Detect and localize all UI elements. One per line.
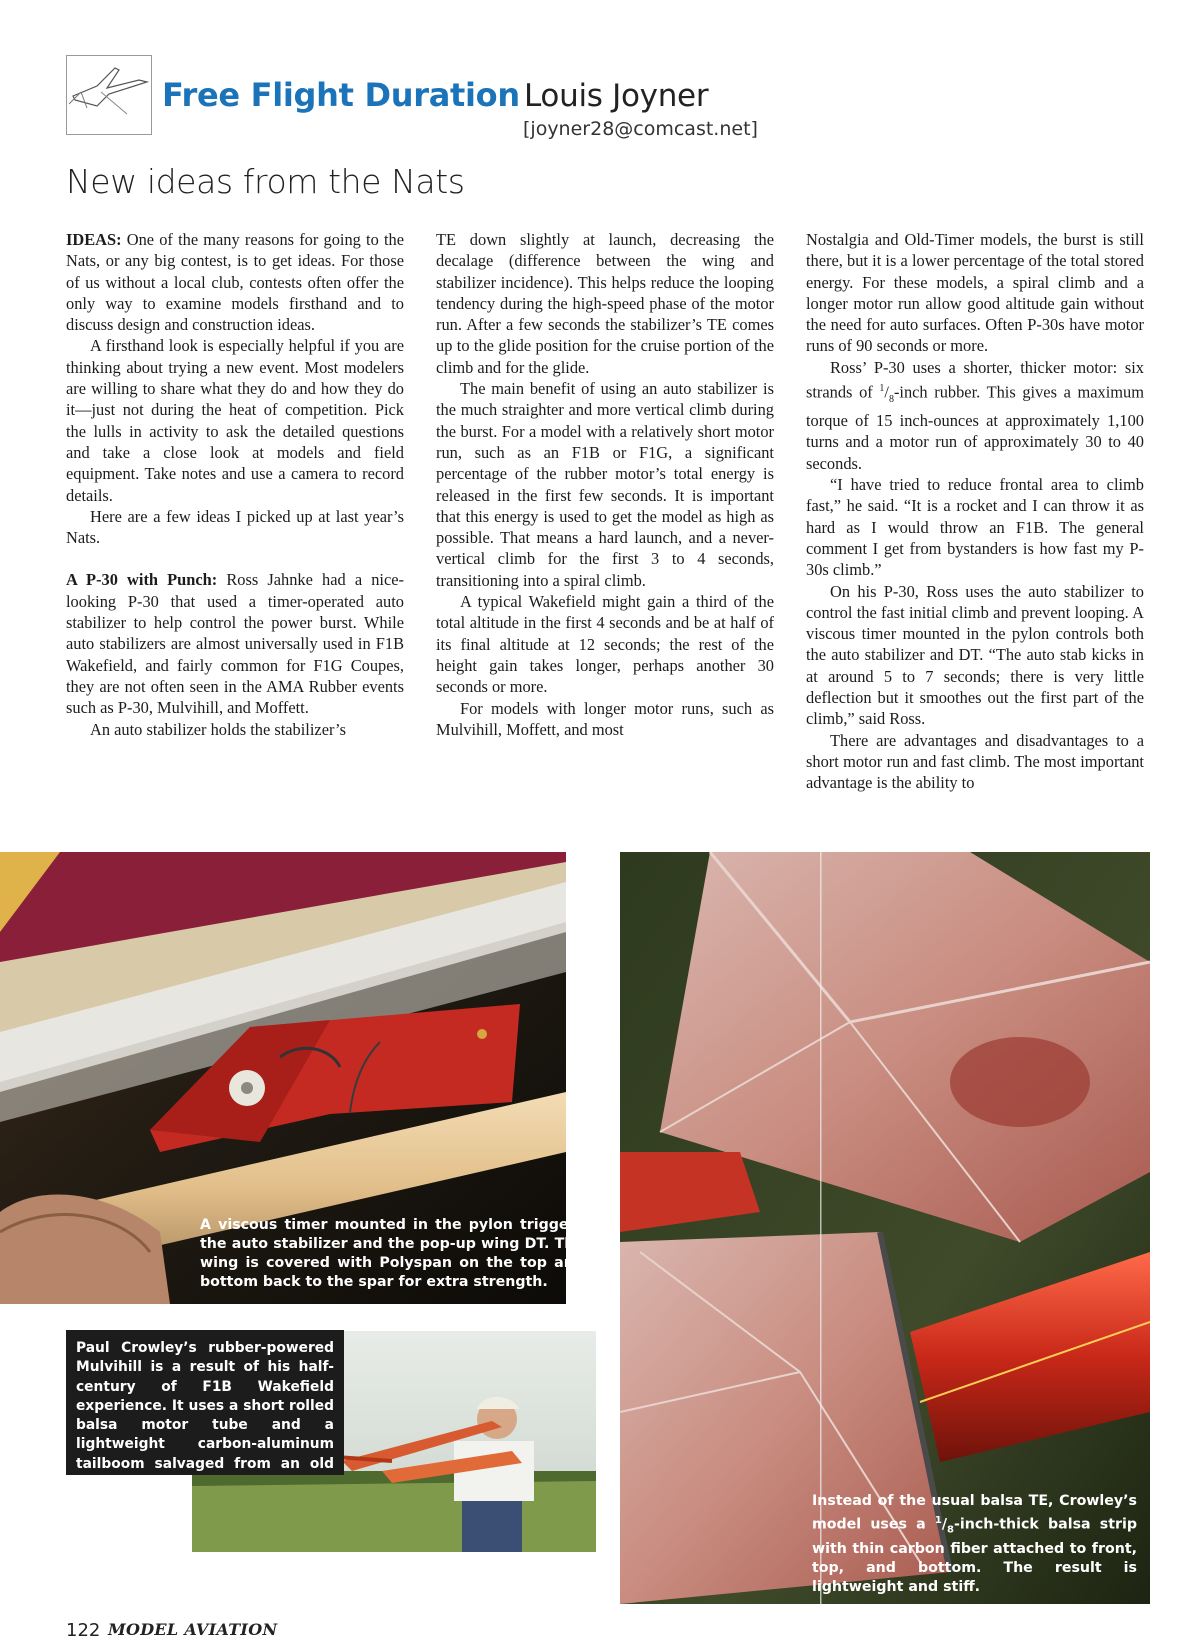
- fraction-numerator: 1: [934, 1515, 942, 1526]
- column-logo: [66, 55, 152, 135]
- run-in-heading: A P-30 with Punch:: [66, 570, 218, 590]
- modeler-photo-caption: Paul Crowley’s rubber-powered Mulvihill is a result of his half-century of F1B Wakefield experience. It uses a short rolled balsa motor tube and a lightweight carbon-aluminum tailboom salvaged from an old F1B.: [76, 1340, 334, 1492]
- text-column-2: [436, 229, 774, 827]
- page-number: 122: [66, 1620, 101, 1641]
- paragraph: Here are a few ideas I picked up at last year’s Nats.: [66, 506, 404, 548]
- paragraph: [66, 229, 404, 335]
- paragraph: TE down slightly at launch, decreasing the decalage (difference between the wing and stabilizer incidence). This helps reduce the looping tendency during the high-speed phase of the motor run. After a few seconds the stabilizer’s TE comes up to the glide position for the cruise portion of the climb and for the glide.: [436, 230, 774, 377]
- tail-photo-caption: Instead of the usual balsa TE, Crowley’s model uses a $^1/_8-inch$-thick balsa strip with thin carbon fiber attached to front, top, and bottom. The result is lightweight and stiff.: [812, 1493, 1137, 1595]
- paragraph: There are advantages and disadvantages to a short motor run and fast climb. The most important advantage is the ability to: [806, 730, 1144, 793]
- paragraph-text: One of the many reasons for going to the Nats, or any big contest, is to get ideas. For those of us without a local club, contests often offer the only way to examine models firsthand and to discuss design and construction ideas.: [66, 230, 404, 335]
- paragraph: [66, 569, 404, 718]
- paragraph: On his P-30, Ross uses the auto stabilizer to control the fast initial climb and prevent looping. A viscous timer mounted in the pylon controls both the auto stabilizer and DT. “The auto stab kicks in at around 5 to 7 seconds; there is very little deflection but it smoothes out the first part of the climb,” said Ross.: [806, 581, 1144, 729]
- fraction-denominator: 8: [947, 1524, 954, 1536]
- paragraph: An auto stabilizer holds the stabilizer’s: [90, 719, 346, 739]
- paragraph: A typical Wakefield might gain a third of the total altitude in the first 4 seconds and be at half of its final altitude at 12 seconds; the rest of the height gain takes longer, perhaps another 30 seconds or more.: [436, 592, 774, 697]
- text-column-3: [806, 229, 1144, 827]
- paragraph: A firsthand look is especially helpful if you are thinking about trying a new event. Most modelers are willing to share what they do and how they do it—just not during the heat of competition. Pick the lulls in activity to ask the detailed questions and take a close look at models and field equipment. Take notes and use a camera to record details.: [66, 336, 404, 505]
- paragraph: Ross’ P-30 uses a shorter, thicker motor: six strands of $^1/_8$-inch rubber. This gives a maximum torque of 15 inch-ounces at approximately 1,100 turns and a motor run of approximately 30 to 40 seconds.: [806, 357, 1144, 473]
- paragraph: “I have tried to reduce frontal area to climb fast,” he said. “It is a rocket and I can throw it as hard as I would throw an F1B. The general comment I get from bystanders is how fast my P-30s climb.”: [806, 475, 1144, 580]
- paragraph: For models with longer motor runs, such as Mulvihill, Moffett, and most: [436, 698, 774, 739]
- timer-photo-caption: A viscous timer mounted in the pylon triggers the auto stabilizer and the pop-up wing DT. The wing is covered with Polyspan on the top and bottom back to the spar for extra strength.: [200, 1217, 584, 1290]
- caption-text: -inch-thick balsa strip with thin carbon fiber attached to front, top, and bottom. The result is lightweight and stiff.: [812, 1516, 1137, 1595]
- paragraph: Nostalgia and Old-Timer models, the burst is still there, but it is a lower percentage of the total stored energy. For these models, a spiral climb and a longer motor run allow good altitude gain without the need for auto surfaces. Often P-30s have motor runs of 90 seconds or more.: [806, 230, 1144, 356]
- text-column-1: [66, 229, 404, 827]
- paragraph-text: -inch rubber. This gives a maximum torque of 15 inch-ounces at approximately 1,100 turns and a motor run of approximately 30 to 40 seconds.: [806, 382, 1144, 473]
- modeler-caption-box: [66, 1330, 344, 1492]
- magazine-name: MODEL AVIATION: [108, 1620, 278, 1639]
- author-email: [joyner28@comcast.net]: [523, 118, 758, 140]
- article-headline: New ideas from the Nats: [66, 162, 465, 201]
- fraction-denominator: 8: [888, 393, 894, 405]
- glider-logo-icon: [67, 56, 152, 135]
- section-title: Free Flight Duration: [162, 76, 520, 114]
- run-in-heading: IDEAS:: [66, 230, 122, 249]
- author-name: Louis Joyner: [524, 78, 709, 114]
- fraction-numerator: 1: [879, 383, 885, 395]
- paragraph-text: Ross Jahnke had a nice-looking P-30 that used a timer-operated auto stabilizer to help control the power burst. While auto stabilizers are almost universally used in F1B Wakefield, and fairly common for F1G Coupes, they are not often seen in the AMA Rubber events such as P-30, Mulvihill, and Moffett.: [66, 570, 404, 718]
- paragraph: The main benefit of using an auto stabilizer is the much straighter and more vertical climb during the burst. For a model with a relatively short motor run, such as an F1B or F1G, a significant percentage of the rubber motor’s total energy is released in the first few seconds. It is important that this energy is used to get the model as high as possible. That means a hard launch, and a never-vertical climb for the first 3 to 4 seconds, transitioning into a spiral climb.: [436, 379, 774, 590]
- paragraph-text: Ross’ P-30 uses a shorter, thicker motor: six strands of: [806, 357, 1144, 402]
- caption-text: Instead of the usual balsa TE, Crowley’s model uses a: [812, 1493, 1137, 1533]
